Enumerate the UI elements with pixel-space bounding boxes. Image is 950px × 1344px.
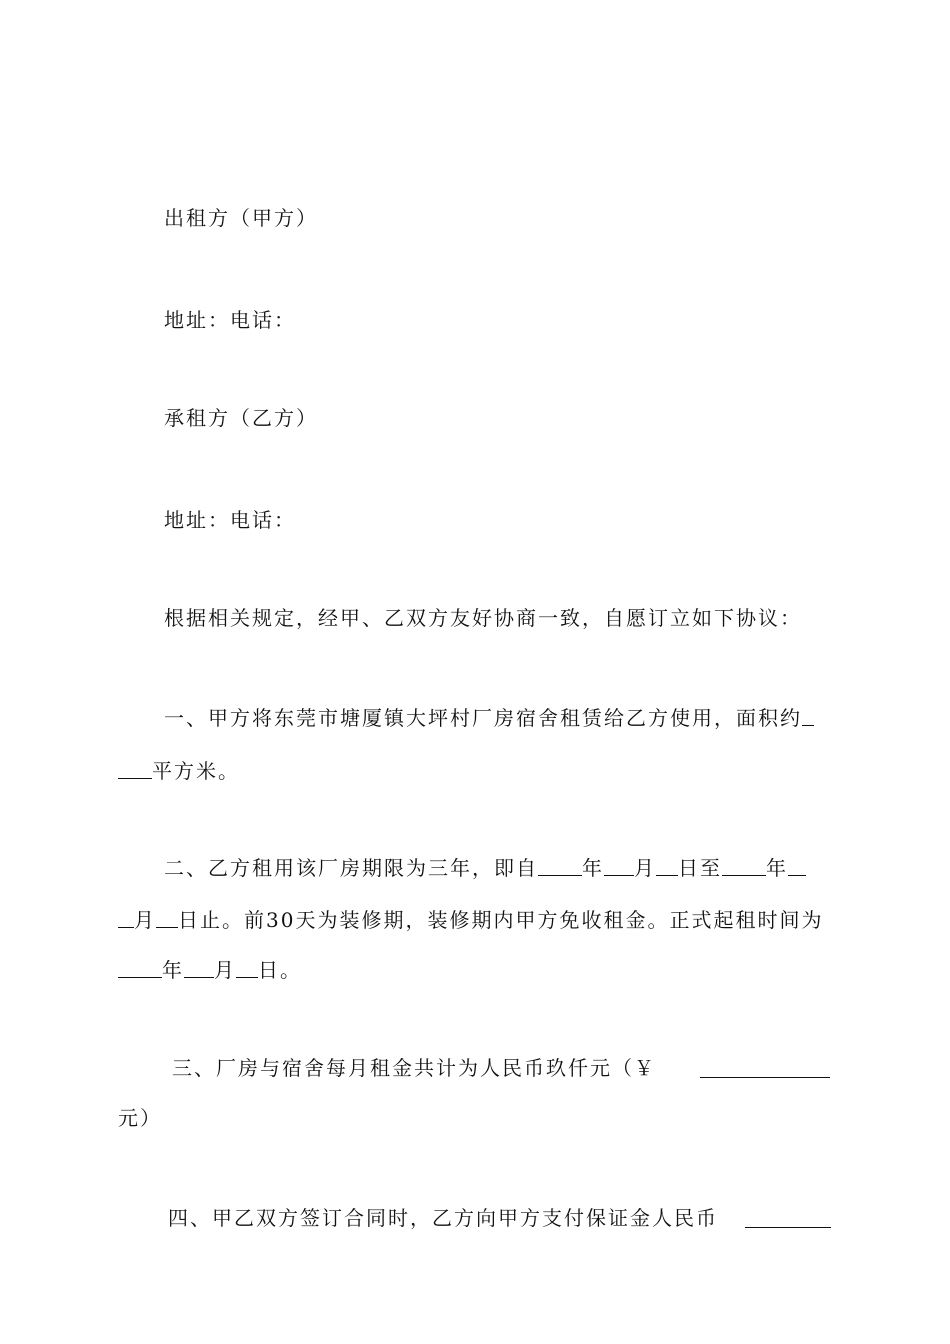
- rent-start-day-label: 日。: [258, 958, 302, 982]
- start-month-blank: [604, 857, 634, 876]
- clause-2-line-2: [118, 907, 823, 933]
- clause-4-line-1: [168, 1205, 718, 1231]
- clause-1-unit: 平方米。: [152, 759, 240, 783]
- start-year-blank: [538, 857, 582, 876]
- lessee-heading: 承租方（乙方）: [164, 406, 318, 430]
- clause-3-text: 三、厂房与宿舍每月租金共计为人民币玖仟元（￥: [172, 1056, 656, 1080]
- area-blank-end: [118, 760, 152, 779]
- clause-3-line-2: 元）: [118, 1106, 162, 1130]
- monthly-rent-blank: [700, 1059, 830, 1078]
- rent-start-day-blank: [236, 959, 258, 978]
- start-day-label: 日至: [678, 856, 722, 880]
- clause-1-line-2: [118, 758, 240, 784]
- start-year-label: 年: [582, 856, 604, 880]
- end-month-label: 月: [134, 908, 156, 932]
- end-year-blank: [722, 857, 766, 876]
- clause-2-line-3: [118, 957, 302, 983]
- end-month-blank-start: [788, 857, 806, 876]
- lessor-heading: 出租方（甲方）: [164, 206, 318, 230]
- clause-4-text: 四、甲乙双方签订合同时，乙方向甲方支付保证金人民币: [168, 1206, 718, 1230]
- clause-2-line-1: [164, 855, 806, 881]
- clause-2-text: 二、乙方租用该厂房期限为三年，即自: [164, 856, 538, 880]
- end-day-blank: [156, 909, 178, 928]
- start-day-blank: [656, 857, 678, 876]
- rent-start-month-blank: [184, 959, 214, 978]
- clause-3-line-1: [172, 1055, 656, 1081]
- clause-1-text: 一、甲方将东莞市塘厦镇大坪村厂房宿舍租赁给乙方使用，面积约: [164, 706, 802, 730]
- lessor-contact: 地址：电话：: [164, 308, 296, 332]
- start-month-label: 月: [634, 856, 656, 880]
- deposit-blank: [745, 1209, 831, 1228]
- end-month-blank-end: [118, 909, 134, 928]
- clause-2-renovation-text: 日止。前30天为装修期，装修期内甲方免收租金。正式起租时间为: [178, 908, 824, 932]
- rent-start-year-blank: [118, 959, 162, 978]
- area-blank-start: [802, 707, 814, 726]
- preamble: 根据相关规定，经甲、乙双方友好协商一致，自愿订立如下协议：: [164, 606, 802, 630]
- clause-1-line-1: [164, 705, 814, 731]
- end-year-label: 年: [766, 856, 788, 880]
- rent-start-year-label: 年: [162, 958, 184, 982]
- rent-start-month-label: 月: [214, 958, 236, 982]
- lessee-contact: 地址：电话：: [164, 508, 296, 532]
